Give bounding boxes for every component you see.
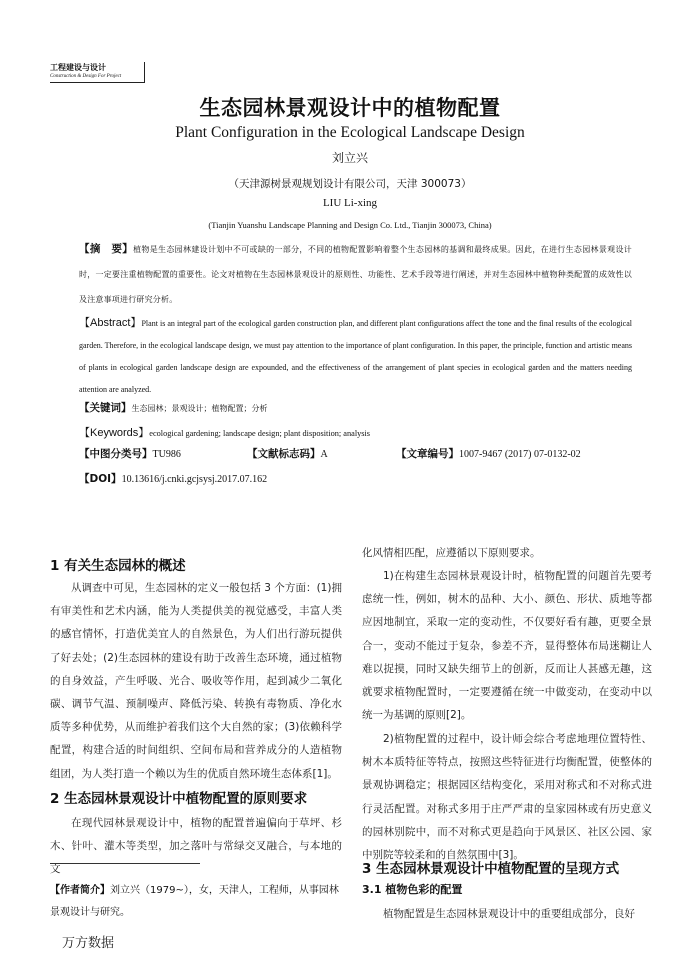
article-number-label: 【文章编号】 (396, 448, 459, 460)
journal-name-en: Construction & Design For Project (50, 74, 122, 79)
journal-name-cn: 工程建设与设计 (50, 63, 106, 72)
footnote-divider (50, 863, 200, 864)
principle-2-paragraph: 2)植物配置的过程中，设计师会综合考虑地理位置特性、树木本质特征等特点，按照这些特征进行均衡配置，使整体的景观协调稳定；根据园区结构变化，采用对称式和不对称式进行灵活配置。对称式多用于庄严严肃的皇家园林或有历史意义的园林别院中，而不对称式更是趋向于风景区、社区公园、家中别院等较柔和的自然氛围中[3]。 (362, 733, 652, 862)
watermark-text: 万方数据 (62, 936, 115, 951)
section-3-1-heading: 3.1 植物色彩的配置 (362, 883, 463, 896)
keywords-en (79, 421, 632, 446)
doc-code-value: A (320, 449, 328, 460)
keywords-en-label: 【Keywords】 (79, 427, 150, 439)
affiliation-en: (Tianjin Yuanshu Landscape Planning and Design Co. Ltd., Tianjin 300073, China) (208, 220, 492, 230)
doc-code-label: 【文献标志码】 (247, 448, 321, 460)
clc-label: 【中图分类号】 (79, 448, 153, 460)
abstract-cn-label: 【摘 要】 (79, 243, 134, 255)
author-bio-label: 【作者简介】 (50, 885, 110, 896)
article-number-value: 1007-9467 (2017) 07-0132-02 (459, 449, 581, 460)
author-bio-text: 刘立兴（1979~），女，天津人，工程师，从事园林景观设计与研究。 (50, 885, 339, 918)
article-number (396, 446, 581, 461)
affiliation-cn: （天津源树景观规划设计有限公司，天津 300073） (228, 178, 472, 190)
journal-header (50, 62, 145, 83)
keywords-cn (79, 396, 632, 421)
keywords-en-text: ecological gardening; landscape design; plant disposition; analysis (149, 429, 371, 438)
doi-label: 【DOI】 (79, 473, 122, 485)
abstract-en (79, 312, 632, 401)
clc-value: TU986 (152, 449, 181, 460)
abstract-cn (79, 237, 632, 312)
document-code (247, 446, 328, 461)
doi (79, 471, 267, 486)
article-title-cn: 生态园林景观设计中的植物配置 (199, 96, 501, 120)
section-3-heading: 3 生态园林景观设计中植物配置的呈现方式 (362, 861, 620, 877)
section-3-1-paragraph: 植物配置是生态园林景观设计中的重要组成部分，良好 (383, 908, 635, 920)
abstract-en-label: 【Abstract】 (79, 317, 142, 329)
author-biography (50, 880, 342, 924)
keywords-cn-label: 【关键词】 (79, 402, 132, 414)
abstract-en-text: Plant is an integral part of the ecological garden construction plan, and different plant configurations affect the tone and the final results of the ecological garden. Therefore, in the ecological landscape design, we must pay attention to the importance of plant configuration. In this paper, the principle, function and artistic means of plants in ecological garden landscape design are expounded, and the effectiveness of the arrangement of plant species in ecological garden and the matters needing attention are analyzed. (79, 319, 632, 394)
abstract-cn-text: 植物是生态园林建设计划中不可或缺的一部分，不同的植物配置影响着整个生态园林的基调和最终成果。因此，在进行生态园林景观设计时，一定要注重植物配置的重要性。论文对植物在生态园林景观设计的原则性、功能性、艺术手段等进行阐述，并对生态园林中植物种类配置的成效性以及注意事项进行研究分析。 (79, 245, 633, 304)
author-name-cn: 刘立兴 (331, 151, 368, 165)
section-2-paragraph: 在现代园林景观设计中，植物的配置普遍偏向于草坪、杉木、针叶、灌木等类型，加之落叶与常绿交叉融合，与本地的文 (50, 817, 342, 876)
section-2-heading: 2 生态园林景观设计中植物配置的原则要求 (50, 791, 308, 807)
article-title-en: Plant Configuration in the Ecological Landscape Design (175, 124, 525, 141)
section-1-paragraph: 从调查中可见，生态园林的定义一般包括 3 个方面：(1)拥有审美性和艺术内涵，能为人类提供美的视觉感受，丰富人类的感官情怀，打造优美宜人的自然景色，为人们出行游玩提供了好去处；(2)生态园林的建设有助于改善生态环境，通过植物的自身效益，产生呼吸、光合、吸收等作用，起到减少二氧化碳、调节气温、预制噪声、降低污染、转换有毒物质、净化水质等多种优势，从而维护着我们这个大自然的家；(3)依赖科学配置，构建合适的时间组织、空间布局和营养成分的人造植物组团，为人类打造一个赖以为生的优质自然环境生态体系[1]。 (50, 582, 342, 780)
author-name-en: LIU Li-xing (322, 197, 378, 209)
doi-value: 10.13616/j.cnki.gcjsysj.2017.07.162 (121, 474, 268, 485)
clc-number (79, 446, 181, 461)
keywords-cn-text: 生态园林；景观设计；植物配置；分析 (131, 404, 268, 413)
section-1-heading: 1 有关生态园林的概述 (50, 558, 186, 574)
principle-1-paragraph: 1)在构建生态园林景观设计时，植物配置的问题首先要考虑统一性，例如，树木的品种、大小、颜色、形状、质地等都应因地制宜，采取一定的变动性，不仅要好看有趣，更要全景合一，变动不能过于复杂，参差不齐，显得整体布局迷糊让人难以捉摸，同时又缺失细节上的创新，反而让人甚感无趣，这就要求植物配置时，一定要遵循在统一中做变动，在变动中以统一为基调的原则[2]。 (362, 570, 652, 722)
column-2-continuation: 化风情相匹配，应遵循以下原则要求。 (362, 547, 541, 559)
